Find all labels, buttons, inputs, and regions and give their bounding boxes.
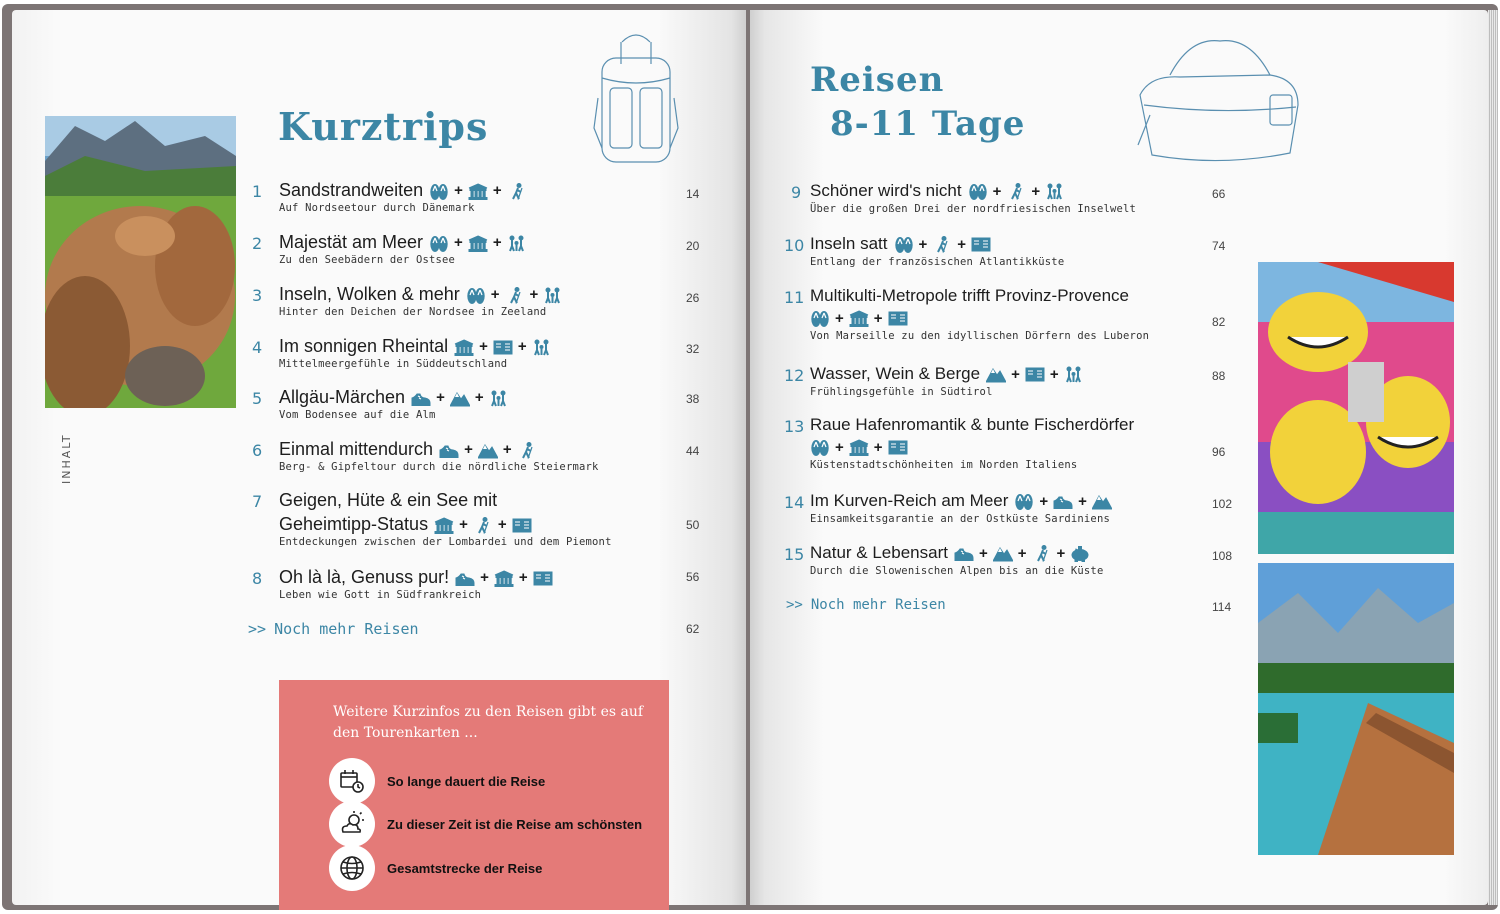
backpack-illustration (592, 28, 680, 168)
hiker-pole-icon (507, 183, 527, 200)
trip-icons (810, 437, 908, 459)
plus-sign: + (1039, 492, 1049, 510)
trip-page-number: 50 (686, 518, 700, 532)
museum-icon (434, 517, 454, 534)
trip-number: 11 (784, 288, 805, 307)
shoe-icon (455, 570, 475, 587)
trip-name: Inseln satt (810, 234, 888, 253)
info-row-distance (329, 845, 542, 891)
flipflops-icon (968, 183, 988, 200)
hiker-pole-icon (517, 442, 537, 459)
museum-icon (849, 310, 869, 327)
info-text-season: Zu dieser Zeit ist die Reise am schönsten (387, 816, 643, 832)
trip-name-line1: Geigen, Hüte & ein See mit (279, 490, 498, 510)
plus-sign: + (918, 235, 928, 253)
trip-name: Schöner wird's nicht (810, 181, 962, 200)
trip-page-number: 32 (686, 342, 700, 356)
page-title-line1: Reisen (810, 60, 945, 100)
page-title: Kurztrips (278, 104, 489, 149)
plus-sign: + (1011, 365, 1020, 383)
family-icon (1064, 366, 1084, 383)
trip-icons (968, 181, 1066, 203)
trip-subtitle: Von Marseille zu den idyllischen Dörfern des Luberon (810, 330, 1150, 342)
trip-page-number: 26 (686, 291, 700, 305)
plus-sign: + (490, 286, 500, 304)
trip-subtitle: Mittelmeergefühle in Süddeutschland (279, 358, 508, 370)
trip-page-number: 82 (1212, 315, 1226, 329)
plus-sign: + (518, 569, 528, 587)
family-icon (507, 235, 527, 252)
family-icon (543, 287, 563, 304)
flipflops-icon (429, 183, 449, 200)
trip-subtitle: Entdeckungen zwischen der Lombardei und dem Piemont (279, 536, 612, 548)
trip-number: 2 (252, 234, 263, 253)
mountain-icon (993, 545, 1013, 562)
plus-sign: + (479, 338, 488, 356)
family-icon (489, 390, 509, 407)
family-icon (532, 339, 552, 356)
trip-icons (429, 232, 527, 254)
family-icon (1045, 183, 1065, 200)
piggy-bank-icon (1070, 545, 1090, 562)
shoe-icon (439, 442, 459, 459)
mountain-icon (478, 442, 498, 459)
flipflops-icon (894, 236, 914, 253)
shoe-icon (411, 390, 431, 407)
trip-icons (954, 543, 1090, 565)
museum-icon (849, 439, 869, 456)
trip-icons (439, 439, 537, 461)
trip-page-number: 56 (686, 570, 700, 584)
trip-name: Natur & Lebensart (810, 543, 948, 562)
trip-name: Im Kurven-Reich am Meer (810, 491, 1009, 510)
plus-sign: + (1078, 492, 1087, 510)
lake-boardwalk-photo (1258, 563, 1454, 855)
trip-name: Im sonnigen Rheintal (279, 336, 449, 356)
more-trips-link[interactable]: >> Noch mehr Reisen (248, 620, 419, 638)
hiker-pole-icon (505, 287, 525, 304)
plus-sign: + (502, 441, 512, 459)
trip-number: 1 (252, 182, 263, 201)
trip-number: 7 (252, 492, 263, 511)
trip-page-number: 20 (686, 239, 700, 253)
flipflops-icon (810, 310, 830, 327)
trip-name: Allgäu-Märchen (279, 387, 406, 407)
plus-sign: + (1049, 365, 1059, 383)
trip-icons (466, 284, 564, 306)
page-title-line2: 8-11 Tage (830, 104, 1026, 144)
trip-page-number: 38 (686, 392, 700, 406)
trip-number: 12 (784, 366, 805, 385)
sun-cloud-icon (329, 801, 375, 847)
trip-name: Wasser, Wein & Berge (810, 364, 981, 383)
book-icon (888, 310, 908, 327)
trip-subtitle: Küstenstadtschönheiten im Norden Italiens (810, 459, 1078, 471)
duffel-bag-illustration (1130, 35, 1306, 167)
trip-number: 8 (252, 569, 263, 588)
museum-icon (454, 339, 474, 356)
trip-icons (810, 308, 908, 330)
trip-name: Multikulti-Metropole trifft Provinz-Provence (810, 286, 1130, 305)
trip-subtitle: Zu den Seebädern der Ostsee (279, 254, 456, 266)
info-intro: Weitere Kurzinfos zu den Reisen gibt es auf den Tourenkarten ... (333, 704, 644, 741)
trip-icons (411, 387, 509, 409)
book-icon (971, 236, 991, 253)
trip-subtitle: Hinter den Deichen der Nordsee in Zeeland (279, 306, 547, 318)
mountain-icon (450, 390, 470, 407)
trip-number: 3 (252, 286, 263, 305)
plus-sign: + (835, 438, 844, 456)
trip-page-number: 88 (1212, 369, 1226, 383)
trip-subtitle: Leben wie Gott in Südfrankreich (279, 589, 482, 601)
calendar-clock-icon (329, 758, 375, 804)
info-text-distance: Gesamtstrecke der Reise (387, 860, 543, 876)
hiker-pole-icon (1032, 545, 1052, 562)
shoe-icon (1053, 493, 1073, 510)
trip-subtitle: Frühlingsgefühle in Südtirol (810, 386, 993, 398)
trip-subtitle: Über die großen Drei der nordfriesischen Inselwelt (810, 203, 1137, 215)
trip-name: Raue Hafenromantik & bunte Fischerdörfer (810, 415, 1135, 434)
plus-sign: + (464, 441, 473, 459)
trip-name: Majestät am Meer (279, 232, 424, 252)
trip-subtitle: Einsamkeitsgarantie an der Ostküste Sardiniens (810, 513, 1110, 525)
globe-icon (329, 845, 375, 891)
plus-sign: + (459, 516, 468, 534)
plus-sign: + (529, 286, 539, 304)
trip-page-number: 108 (1212, 549, 1233, 563)
trip-number: 9 (791, 183, 802, 202)
trip-page-number: 102 (1212, 497, 1233, 511)
hiker-pole-icon (473, 517, 493, 534)
plus-sign: + (873, 438, 883, 456)
flipflops-icon (429, 235, 449, 252)
plus-sign: + (492, 234, 502, 252)
plus-sign: + (517, 338, 527, 356)
graffiti-photo (1258, 262, 1454, 554)
trip-number: 6 (252, 441, 263, 460)
book-icon (533, 570, 553, 587)
more-trips-page-right: 114 (1212, 600, 1232, 614)
trip-name: Geheimtipp-Status (279, 514, 429, 534)
plus-sign: + (497, 516, 507, 534)
trip-number: 13 (784, 417, 805, 436)
info-text-duration: So lange dauert die Reise (387, 773, 546, 789)
plus-sign: + (454, 182, 463, 200)
trip-name: Einmal mittendurch (279, 439, 434, 459)
plus-sign: + (436, 389, 445, 407)
plus-sign: + (1031, 182, 1041, 200)
shoe-icon (954, 545, 974, 562)
trip-subtitle: Durch die Slowenischen Alpen bis an die Küste (810, 565, 1104, 577)
flipflops-icon (1014, 493, 1034, 510)
trip-subtitle: Vom Bodensee auf die Alm (279, 409, 436, 421)
museum-icon (494, 570, 514, 587)
plus-sign: + (1017, 544, 1027, 562)
museum-icon (468, 183, 488, 200)
plus-sign: + (454, 234, 463, 252)
trip-number: 4 (252, 338, 263, 357)
plus-sign: + (835, 309, 844, 327)
book-icon (888, 439, 908, 456)
mountain-icon (986, 366, 1006, 383)
plus-sign: + (957, 235, 967, 253)
trip-number: 14 (784, 493, 805, 512)
trip-page-number: 96 (1212, 445, 1226, 459)
museum-icon (468, 235, 488, 252)
book-icon (1025, 366, 1045, 383)
trip-icons (434, 514, 532, 536)
trip-page-number: 44 (686, 444, 700, 458)
sidebar-label: INHALT (60, 433, 73, 484)
plus-sign: + (1056, 544, 1066, 562)
trip-subtitle: Auf Nordseetour durch Dänemark (279, 202, 475, 214)
plus-sign: + (480, 569, 489, 587)
trip-number: 10 (784, 236, 805, 255)
plus-sign: + (474, 389, 484, 407)
mountain-icon (1092, 493, 1112, 510)
trip-page-number: 66 (1212, 187, 1226, 201)
plus-sign: + (992, 182, 1002, 200)
trip-icons (986, 364, 1084, 386)
flipflops-icon (466, 287, 486, 304)
plus-sign: + (978, 544, 988, 562)
plus-sign: + (873, 309, 883, 327)
more-trips-link-right[interactable]: >> Noch mehr Reisen (786, 597, 946, 613)
trip-page-number: 14 (686, 187, 700, 201)
trip-name: Inseln, Wolken & mehr (279, 284, 460, 304)
trip-page-number: 74 (1212, 239, 1226, 253)
trip-name: Sandstrandweiten (279, 180, 424, 200)
more-trips-page: 62 (686, 622, 700, 636)
trip-icons (894, 234, 992, 256)
trip-icons (1014, 491, 1112, 513)
trip-icons (455, 567, 553, 589)
trip-subtitle: Berg- & Gipfeltour durch die nördliche Steiermark (279, 461, 599, 473)
cow-photo (45, 116, 236, 408)
trip-subtitle: Entlang der französischen Atlantikküste (810, 256, 1065, 268)
trip-icons (454, 336, 552, 358)
trip-number: 5 (252, 389, 263, 408)
hiker-pole-icon (932, 236, 952, 253)
page-edges (1488, 10, 1498, 905)
info-box (279, 680, 669, 910)
plus-sign: + (492, 182, 502, 200)
trip-name: Oh là là, Genuss pur! (279, 567, 450, 587)
info-row-season (329, 801, 642, 847)
hiker-pole-icon (1006, 183, 1026, 200)
trip-number: 15 (784, 545, 805, 564)
flipflops-icon (810, 439, 830, 456)
info-row-duration (329, 758, 545, 804)
book-icon (493, 339, 513, 356)
trip-icons (429, 180, 527, 202)
book-icon (512, 517, 532, 534)
